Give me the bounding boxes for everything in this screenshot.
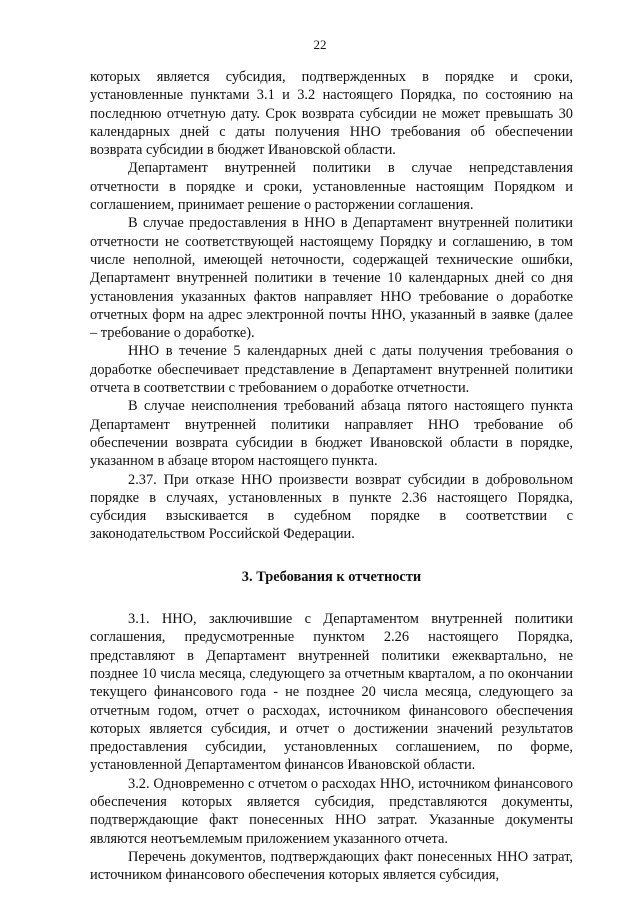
- paragraph: 3.2. Одновременно с отчетом о расходах ННО, источником финансового обеспечения которых является субсидия, представляются документы, подтверждающие факт понесенных ННО затрат. Указанные документы являются неотъемлемым приложением указанного отчета.: [90, 775, 573, 847]
- page-number: 22: [313, 37, 327, 52]
- section-heading: 3. Требования к отчетности: [241, 568, 422, 585]
- paragraph: 2.37. При отказе ННО произвести возврат субсидии в добровольном порядке в случаях, установленных в пункте 2.36 настоящего Порядка, субсидия взыскивается в судебном порядке в соответствии с законодательством Российской Федерации.: [90, 471, 573, 543]
- paragraph-continuation: которых является субсидия, подтвержденных в порядке и сроки, установленные пунктами 3.1 и 3.2 настоящего Порядка, по состоянию на последнюю отчетную дату. Срок возврата субсидии не может превышать 30 календарных дней с даты получения ННО требования об обеспечении возврата субсидии в бюджет Ивановской области.: [90, 69, 573, 159]
- paragraph: В случае неисполнения требований абзаца пятого настоящего пункта Департамент внутренней политики направляет ННО требование об обеспечении возврата субсидии в бюджет Ивановской области в порядке, указанном в абзаце втором настоящего пункта.: [90, 398, 573, 470]
- paragraph: ННО в течение 5 календарных дней с даты получения требования о доработке обеспечивает представление в Департамент внутренней политики отчета в соответствии с требованием о доработке отчетности.: [90, 343, 573, 397]
- paragraph: Перечень документов, подтверждающих факт понесенных ННО затрат, источником финансового обеспечения которых является субсидия,: [90, 848, 573, 884]
- paragraph: В случае предоставления в ННО в Департамент внутренней политики отчетности не соответствующей настоящему Порядку и соглашению, в том числе неполной, имеющей неточности, содержащей технические ошибки, Департамент внутренней политики в течение 10 календарных дней со дня установления указанных фактов направляет ННО требование о доработке отчетных форм на адрес электронной почты ННО, указанный в заявке (далее – требование о доработке).: [90, 215, 573, 342]
- document-body: [90, 68, 573, 884]
- paragraph: Департамент внутренней политики в случае непредставления отчетности в порядке и сроки, установленные настоящим Порядком и соглашением, принимает решение о расторжении соглашения.: [90, 160, 573, 214]
- paragraph: 3.1. ННО, заключившие с Департаментом внутренней политики соглашения, предусмотренные пунктом 2.26 настоящего Порядка, представляют в Департамент внутренней политики ежеквартально, не позднее 10 числа месяца, следующего за отчетным кварталом, а по окончании текущего финансового года - не позднее 20 числа месяца, следующего за отчетным годом, отчет о расходах, источником финансового обеспечения которых является субсидия, и отчет о достижении значений результатов предоставления субсидии, установленных соглашением, по форме, установленной Департаментом финансов Ивановской области.: [90, 611, 573, 774]
